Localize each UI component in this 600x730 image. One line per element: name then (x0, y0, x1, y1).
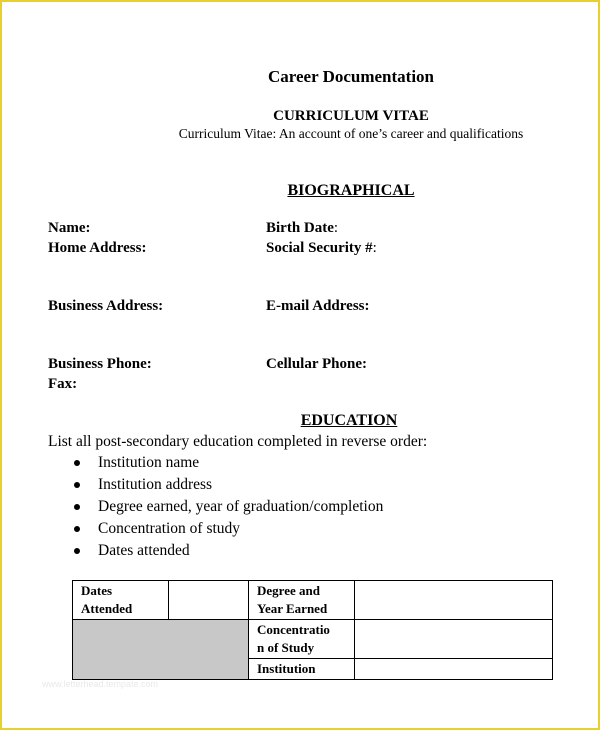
cv-subtitle: Curriculum Vitae: An account of one’s career and qualifications (178, 126, 524, 141)
document-title: Career Documentation (267, 67, 435, 86)
degree-year-cell (355, 581, 553, 620)
watermark-text: www.letterhead.tempate.com (42, 679, 159, 689)
name-label: Name: (48, 220, 91, 236)
table-row (73, 581, 553, 620)
institution-cell (355, 659, 553, 680)
cv-heading: CURRICULUM VITAE (273, 108, 429, 124)
degree-year-header: Degree and Year Earned (249, 581, 355, 620)
ssn-field: Social Security #: (266, 240, 377, 256)
education-intro: List all post-secondary education completed in reverse order: (48, 433, 428, 450)
business-phone-label: Business Phone: (48, 356, 152, 372)
dates-attended-header: Dates Attended (73, 581, 169, 620)
biographical-heading: BIOGRAPHICAL (287, 182, 415, 199)
bullet-icon (74, 460, 80, 466)
home-address-label: Home Address: (48, 240, 147, 256)
cellular-phone-label: Cellular Phone: (266, 356, 367, 372)
education-table (72, 580, 553, 680)
list-item: Institution name (72, 452, 383, 474)
bullet-icon (74, 504, 80, 510)
list-item: Degree earned, year of graduation/completion (72, 496, 383, 518)
email-address-label: E-mail Address: (266, 298, 370, 314)
bullet-icon (74, 548, 80, 554)
list-item: Institution address (72, 474, 383, 496)
bullet-icon (74, 482, 80, 488)
concentration-cell (355, 620, 553, 659)
dates-attended-cell (169, 581, 249, 620)
education-bullet-list (72, 452, 383, 562)
birth-date-field: Birth Date: (266, 220, 339, 236)
fax-label: Fax: (48, 376, 78, 392)
business-address-label: Business Address: (48, 298, 164, 314)
concentration-header: Concentratio n of Study (249, 620, 355, 659)
birth-date-label: Birth Date (266, 220, 334, 236)
bullet-icon (74, 526, 80, 532)
list-item: Dates attended (72, 540, 383, 562)
table-row (73, 620, 553, 659)
shaded-cell (73, 620, 249, 680)
institution-header: Institution (249, 659, 355, 680)
list-item: Concentration of study (72, 518, 383, 540)
ssn-label: Social Security # (266, 240, 373, 256)
education-heading: EDUCATION (300, 412, 398, 429)
